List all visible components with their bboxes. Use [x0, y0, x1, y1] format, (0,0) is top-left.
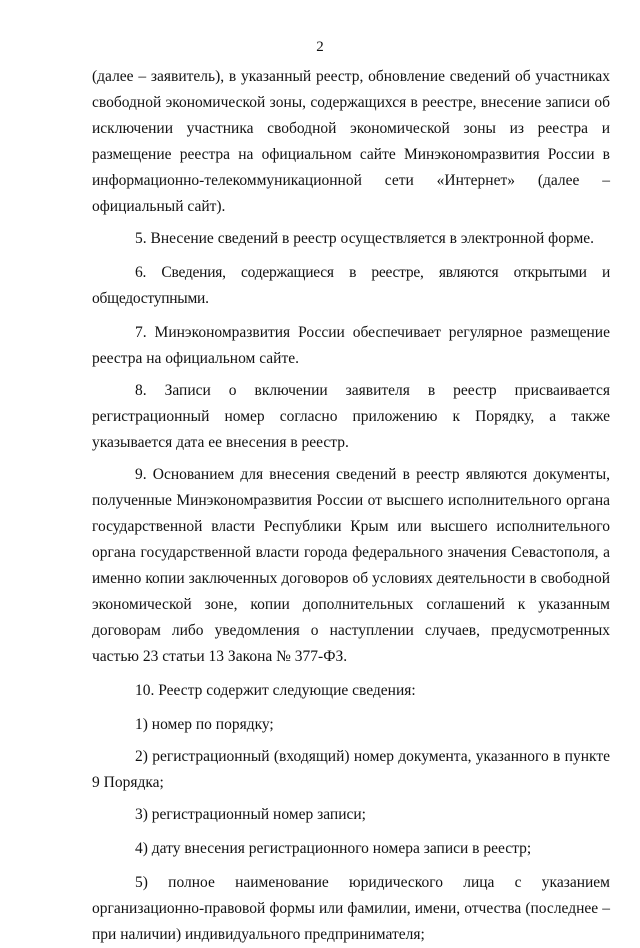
- paragraph-continuation: (далее – заявитель), в указанный реестр, обновление сведений об участниках свободной экономической зоны, содержащихся в реестре, внесение записи об исключении участника свободной экономической зоны из реестра и размещение реестра на официальном сайте Минэкономразвития России в информационно-телекоммуникационной сети «Интернет» (далее – официальный сайт).: [92, 68, 610, 215]
- list-item-5: 5) полное наименование юридического лица с указанием организационно-правовой формы или фамилии, имени, отчества (последнее – при наличии) индивидуального предпринимателя;: [92, 874, 610, 943]
- page-number: 2: [316, 39, 324, 55]
- paragraph-item-9: 9. Основанием для внесения сведений в реестр являются документы, полученные Минэкономразвития России от высшего исполнительного органа государственной власти Республики Крым или высшего исполнительного органа государственной власти города федерального значения Севастополя, а именно копии заключенных договоров об условиях деятельности в свободной экономической зоне, копии дополнительных соглашений к указанным договорам либо уведомления о наступлении случаев, предусмотренных частью 23 статьи 13 Закона № 377-ФЗ.: [92, 466, 610, 665]
- list-item-1: 1) номер по порядку;: [135, 716, 274, 733]
- paragraph-item-7: 7. Минэкономразвития России обеспечивает регулярное размещение реестра на официальном сайте.: [92, 324, 610, 367]
- paragraph-item-6: 6. Сведения, содержащиеся в реестре, являются открытыми и общедоступными.: [92, 264, 610, 307]
- document-body: [92, 64, 610, 948]
- list-item-3: 3) регистрационный номер записи;: [135, 806, 366, 823]
- list-item-4: 4) дату внесения регистрационного номера записи в реестр;: [135, 840, 532, 857]
- paragraph-item-8: 8. Записи о включении заявителя в реестр присваивается регистрационный номер согласно приложению к Порядку, а также указывается дата ее внесения в реестр.: [92, 382, 610, 451]
- paragraph-item-10: 10. Реестр содержит следующие сведения:: [135, 682, 416, 699]
- paragraph-item-5: 5. Внесение сведений в реестр осуществляется в электронной форме.: [135, 230, 595, 247]
- list-item-2: 2) регистрационный (входящий) номер документа, указанного в пункте 9 Порядка;: [92, 748, 610, 791]
